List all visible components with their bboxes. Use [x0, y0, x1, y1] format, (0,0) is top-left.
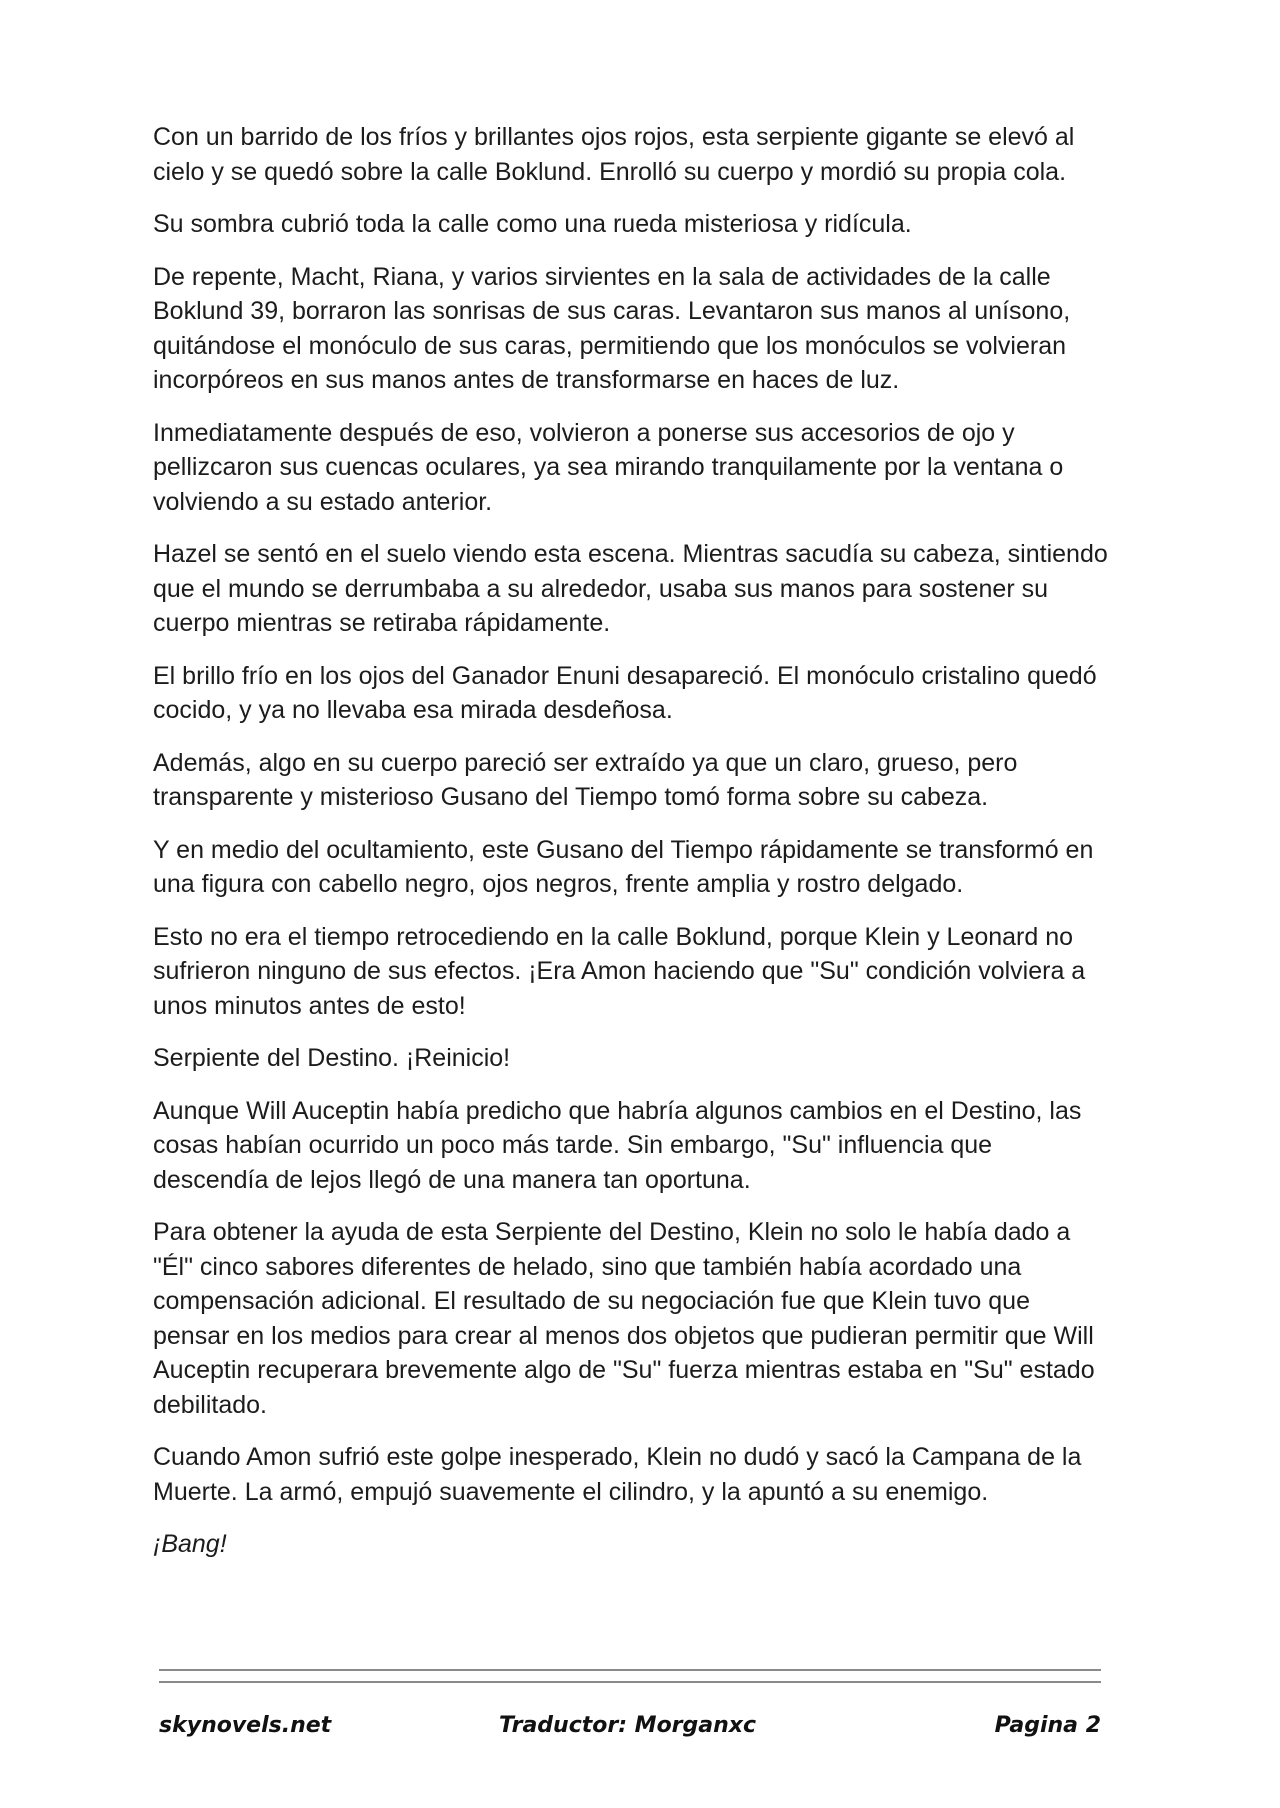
page-footer	[159, 1713, 1101, 1743]
paragraph: Su sombra cubrió toda la calle como una rueda misteriosa y ridícula.	[153, 210, 912, 238]
footer-site: skynovels.net	[159, 1713, 332, 1738]
footer-divider-bottom	[159, 1681, 1101, 1683]
footer-page-number: Pagina 2	[994, 1713, 1101, 1738]
paragraph: Esto no era el tiempo retrocediendo en la calle Boklund, porque Klein y Leonard no sufrieron ninguno de sus efectos. ¡Era Amon haciendo que "Su" condición volviera a unos minutos antes de esto!	[153, 922, 1086, 1020]
paragraph-sound-effect: ¡Bang!	[153, 1530, 227, 1558]
paragraph: Hazel se sentó en el suelo viendo esta escena. Mientras sacudía su cabeza, sintiendo que el mundo se derrumbaba a su alrededor, usaba sus manos para sostener su cuerpo mientras se retiraba rápidamente.	[153, 540, 1108, 637]
paragraph: El brillo frío en los ojos del Ganador Enuni desapareció. El monóculo cristalino quedó cocido, y ya no llevaba esa mirada desdeñosa.	[153, 661, 1097, 724]
paragraph: Serpiente del Destino. ¡Reinicio!	[153, 1044, 511, 1072]
footer-divider-top	[159, 1669, 1101, 1671]
paragraph: De repente, Macht, Riana, y varios sirvientes en la sala de actividades de la calle Boklund 39, borraron las sonrisas de sus caras. Levantaron sus manos al unísono, quitándose el monóculo de sus caras, permitiendo que los monóculos se volvieran incorpóreos en sus manos antes de transformarse en haces de luz.	[153, 262, 1071, 394]
paragraph: Inmediatamente después de eso, volvieron a ponerse sus accesorios de ojo y pellizcaron sus cuencas oculares, ya sea mirando tranquilamente por la ventana o volviendo a su estado anterior.	[153, 418, 1064, 516]
paragraph: Cuando Amon sufrió este golpe inesperado, Klein no dudó y sacó la Campana de la Muerte. La armó, empujó suavemente el cilindro, y la apuntó a su enemigo.	[153, 1443, 1082, 1506]
paragraph: Además, algo en su cuerpo pareció ser extraído ya que un claro, grueso, pero transparente y misterioso Gusano del Tiempo tomó forma sobre su cabeza.	[153, 748, 1018, 811]
paragraph: Aunque Will Auceptin había predicho que habría algunos cambios en el Destino, las cosas habían ocurrido un poco más tarde. Sin embargo, "Su" influencia que descendía de lejos llegó de una manera tan oportuna.	[153, 1096, 1082, 1194]
paragraph: Y en medio del ocultamiento, este Gusano del Tiempo rápidamente se transformó en una figura con cabello negro, ojos negros, frente amplia y rostro delgado.	[153, 835, 1094, 898]
page-body	[153, 120, 1113, 1580]
footer-translator: Traductor: Morganxc	[499, 1713, 757, 1738]
paragraph: Con un barrido de los fríos y brillantes ojos rojos, esta serpiente gigante se elevó al cielo y se quedó sobre la calle Boklund. Enrolló su cuerpo y mordió su propia cola.	[153, 123, 1075, 186]
paragraph: Para obtener la ayuda de esta Serpiente del Destino, Klein no solo le había dado a "Él" cinco sabores diferentes de helado, sino que también había acordado una compensación adicional. El resultado de su negociación fue que Klein tuvo que pensar en los medios para crear al menos dos objetos que pudieran permitir que Will Auceptin recuperara brevemente algo de "Su" fuerza mientras estaba en "Su" estado debilitado.	[153, 1218, 1095, 1419]
